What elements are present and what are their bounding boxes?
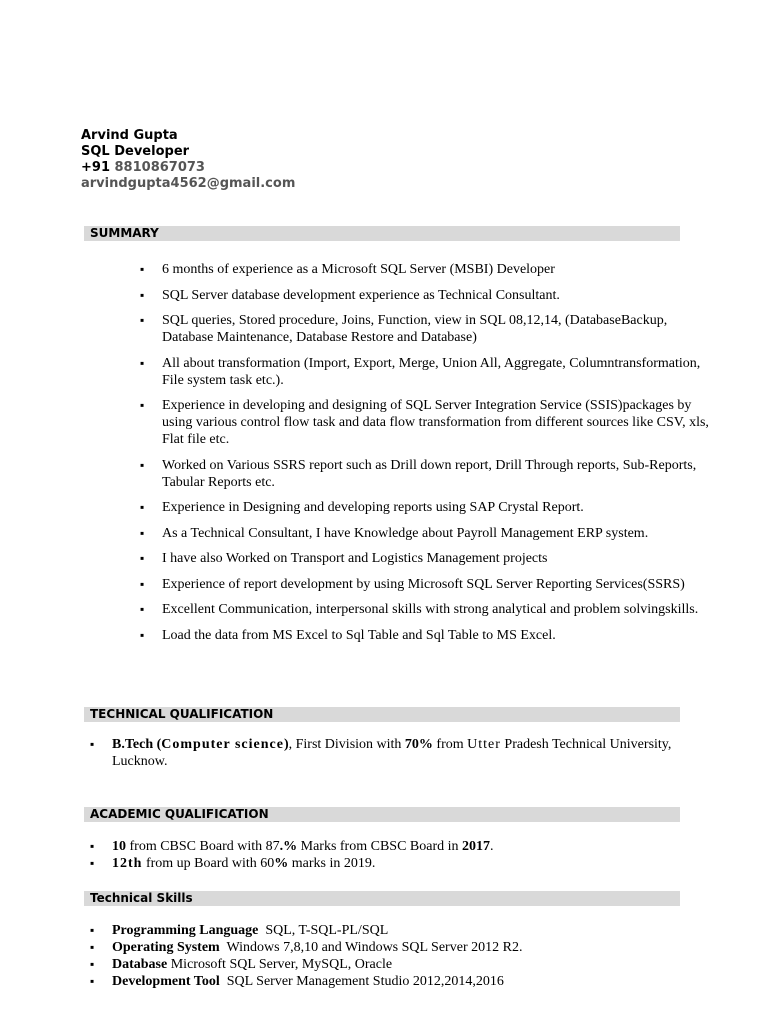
skill-label: Operating System (112, 940, 220, 955)
summary-item: ▪ Experience in Designing and developing reports using SAP Crystal Report. (140, 499, 710, 516)
candidate-role: SQL Developer (81, 144, 190, 159)
summary-item: ▪ Worked on Various SSRS report such as Drill down report, Drill Through reports, Sub-Reports, Tabular Reports etc. (140, 457, 710, 491)
section-heading-summary: SUMMARY (84, 226, 680, 241)
technical-skills-list (90, 922, 690, 990)
section-heading-technical-skills: Technical Skills (84, 891, 680, 906)
summary-item: ▪ Excellent Communication, interpersonal skills with strong analytical and problem solvingskills. (140, 601, 710, 618)
phone-number: 8810867073 (114, 160, 205, 175)
skill-item (90, 956, 690, 973)
skill-value: Windows 7,8,10 and Windows SQL Server 2012 R2. (226, 940, 523, 955)
summary-item: ▪ Load the data from MS Excel to Sql Table and Sql Table to MS Excel. (140, 627, 710, 644)
university: Pradesh Technical University, Lucknow. (112, 737, 672, 769)
summary-list (140, 261, 710, 652)
branch: Computer science (161, 737, 284, 752)
summary-item: ▪ Experience in developing and designing of SQL Server Integration Service (SSIS)packages by using various control flow task and data flow transformation from different sources like CSV, xls, Flat file etc. (140, 397, 710, 448)
percentage: 70% (404, 737, 433, 752)
candidate-name: Arvind Gupta (81, 128, 178, 143)
skill-value: SQL Server Management Studio 2012,2014,2016 (226, 974, 504, 989)
summary-item: ▪ SQL Server database development experience as Technical Consultant. (140, 287, 710, 304)
technical-qualification-item: ▪ B.Tech (Computer science), First Division with 70% from Utter Pradesh Technical University, Lucknow. (90, 736, 690, 770)
skill-label: Programming Language (112, 923, 259, 938)
skill-value: SQL, T-SQL-PL/SQL (265, 923, 389, 938)
degree: B.Tech (112, 737, 154, 752)
section-heading-academic-qualification: ACADEMIC QUALIFICATION (84, 807, 680, 822)
summary-item: ▪ 6 months of experience as a Microsoft SQL Server (MSBI) Developer (140, 261, 710, 278)
phone-line (81, 160, 295, 176)
skill-label: Development Tool (112, 974, 220, 989)
summary-item: ▪ All about transformation (Import, Export, Merge, Union All, Aggregate, Columntransformation, File system task etc.). (140, 355, 710, 389)
academic-item: ▪ 10 from CBSC Board with 87.% Marks from CBSC Board in 2017. (90, 838, 690, 855)
technical-qualification-list (90, 736, 690, 770)
skill-item (90, 922, 690, 939)
section-heading-technical-qualification: TECHNICAL QUALIFICATION (84, 707, 680, 722)
academic-item: ▪ 12th from up Board with 60% marks in 2019. (90, 855, 690, 872)
academic-qualification-list (90, 838, 690, 872)
skill-value: Microsoft SQL Server, MySQL, Oracle (170, 957, 393, 972)
contact-header (81, 128, 295, 192)
summary-item: ▪ As a Technical Consultant, I have Knowledge about Payroll Management ERP system. (140, 525, 710, 542)
phone-prefix: +91 (81, 160, 110, 175)
email-address: arvindgupta4562@gmail.com (81, 176, 296, 191)
summary-item: ▪ Experience of report development by using Microsoft SQL Server Reporting Services(SSRS) (140, 576, 710, 593)
summary-item: ▪ SQL queries, Stored procedure, Joins, Function, view in SQL 08,12,14, (DatabaseBackup, Database Maintenance, Database Restore and Database) (140, 312, 710, 346)
summary-item: ▪ I have also Worked on Transport and Logistics Management projects (140, 550, 710, 567)
skill-label: Database (112, 957, 168, 972)
skill-item (90, 939, 690, 956)
skill-item (90, 973, 690, 990)
